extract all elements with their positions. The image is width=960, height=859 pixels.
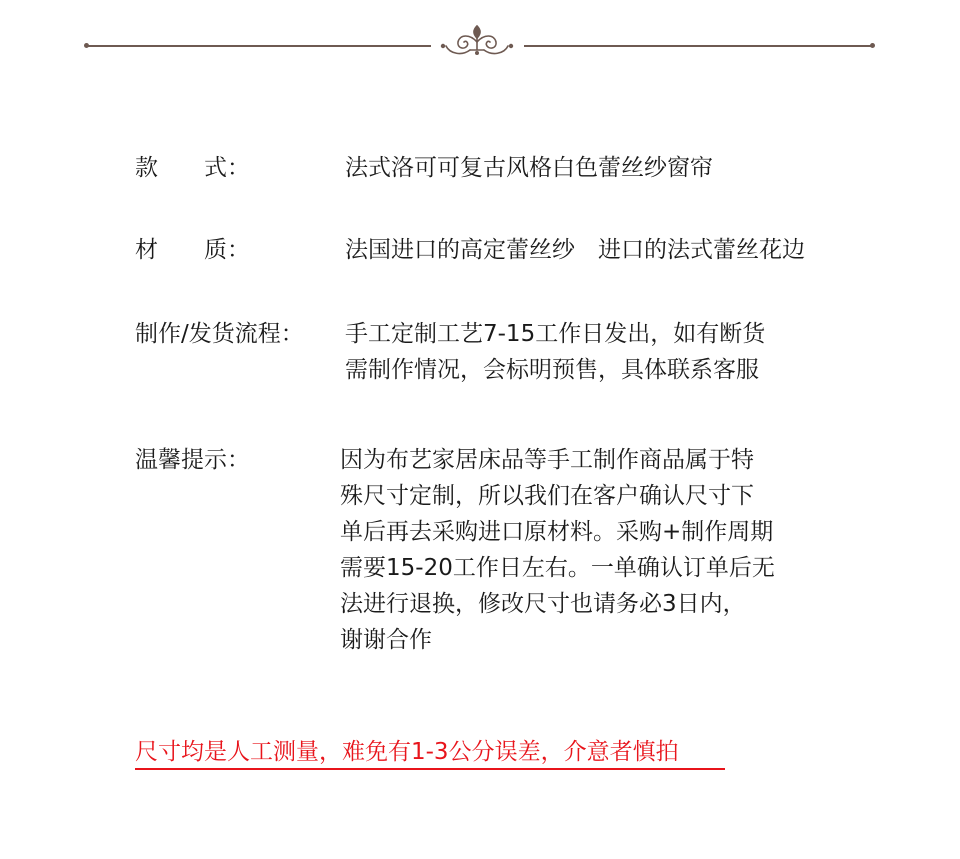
divider-dot-right [870, 43, 875, 48]
divider-line-right [524, 45, 872, 47]
spec-label: 温馨提示： [135, 447, 250, 473]
spec-value-line: 殊尺寸定制，所以我们在客户确认尺寸下 [340, 483, 754, 509]
spec-value [345, 232, 805, 268]
spec-value-line: 需制作情况，会标明预售，具体联系客服 [345, 357, 759, 383]
spec-value [340, 442, 775, 658]
spec-label: 材 质： [135, 237, 250, 263]
flourish-ornament-icon [440, 20, 514, 60]
header-divider [84, 18, 876, 68]
divider-line-left [86, 45, 431, 47]
spec-value-line: 需要15-20工作日左右。一单确认订单后无 [340, 555, 775, 581]
spec-value [345, 316, 765, 388]
spec-label: 款 式： [135, 155, 250, 181]
spec-label: 制作/发货流程： [135, 321, 304, 347]
spec-value-line: 法式洛可可复古风格白色蕾丝纱窗帘 [345, 155, 713, 181]
spec-value-line: 因为布艺家居床品等手工制作商品属于特 [340, 447, 754, 473]
divider-dot-left [84, 43, 89, 48]
spec-value-line: 谢谢合作 [340, 627, 432, 653]
spec-value [345, 150, 713, 186]
spec-value-line: 手工定制工艺7-15工作日发出，如有断货 [345, 321, 766, 347]
spec-value-line: 法进行退换，修改尺寸也请务必3日内， [340, 591, 746, 617]
notice-underline [135, 768, 725, 770]
spec-value-line: 单后再去采购进口原材料。采购+制作周期 [340, 519, 774, 545]
spec-value-line: 法国进口的高定蕾丝纱 进口的法式蕾丝花边 [345, 237, 805, 263]
measurement-notice: 尺寸均是人工测量，难免有1-3公分误差，介意者慎拍 [135, 739, 679, 765]
